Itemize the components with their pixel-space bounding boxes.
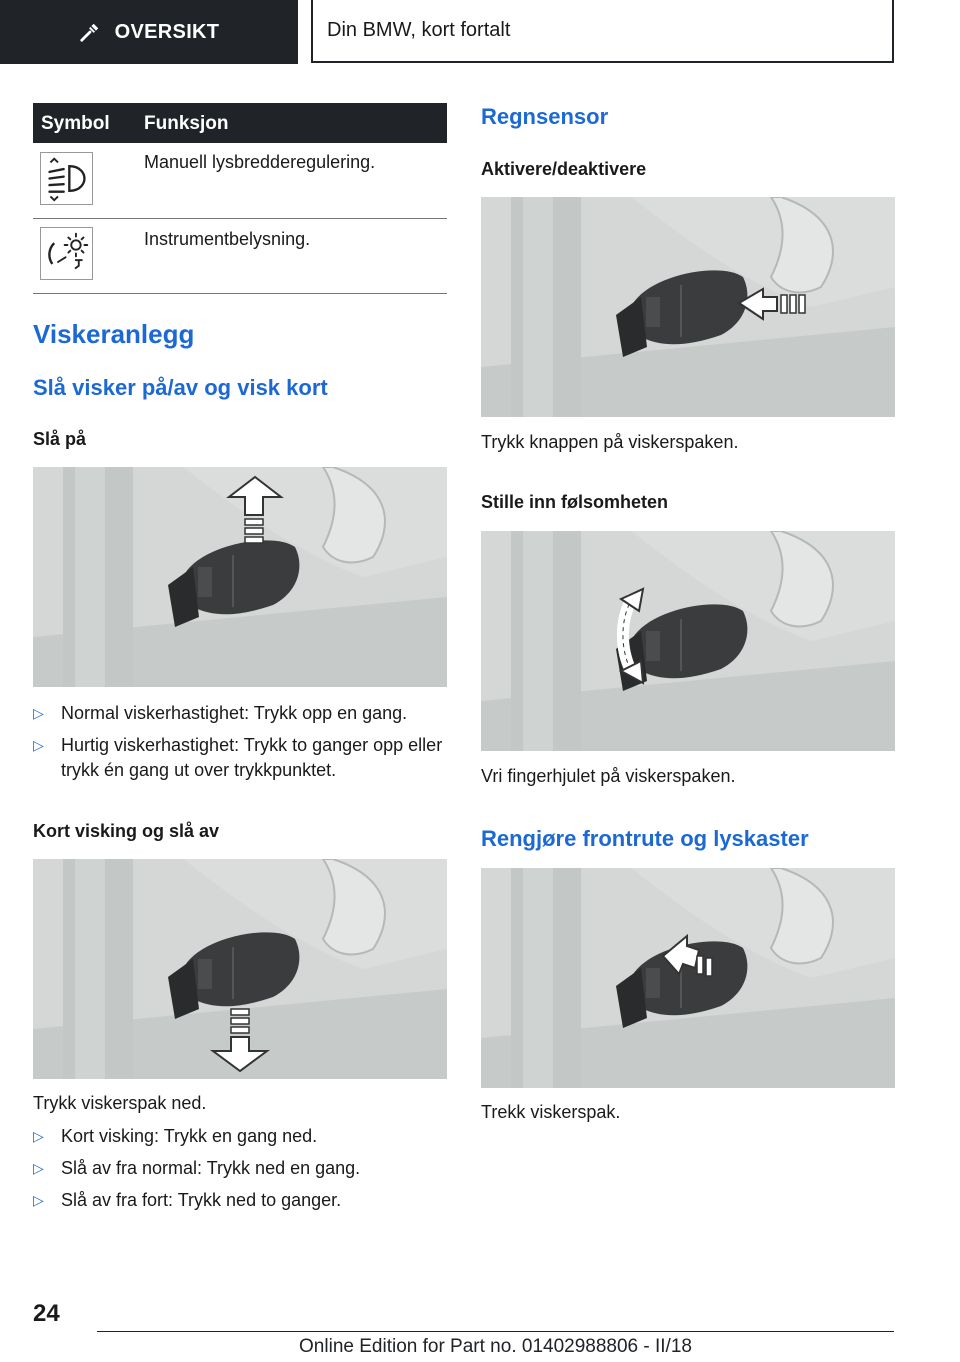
section-title-wipers: Viskeranlegg xyxy=(33,319,195,349)
table-row xyxy=(33,143,447,219)
wiper-lever-up-illustration xyxy=(33,467,447,687)
headlight-range-icon xyxy=(40,152,93,205)
function-text: Instrumentbelysning. xyxy=(144,229,311,249)
heading-short-wipe: Kort visking og slå av xyxy=(33,821,220,841)
breadcrumb xyxy=(311,0,894,63)
list-item-text: Slå av fra normal: Trykk ned en gang. xyxy=(61,1158,361,1178)
rain-sensor-wheel-illustration xyxy=(481,531,895,751)
list-item-text: Normal viskerhastighet: Trykk opp en gang. xyxy=(61,703,408,723)
function-text: Manuell lysbredderegulering. xyxy=(144,152,376,172)
symbol-table-header xyxy=(33,103,447,143)
bullet-triangle-icon: ▷ xyxy=(33,737,44,753)
table-row xyxy=(33,219,447,294)
heading-switch-on: Slå på xyxy=(33,429,87,449)
short-wipe-intro: Trykk viskerspak ned. xyxy=(33,1093,207,1113)
wrench-icon xyxy=(79,21,101,43)
section-title-rain-sensor: Regnsensor xyxy=(481,104,609,129)
footer-edition: Online Edition for Part no. 01402988806 - II/18 xyxy=(299,1336,692,1357)
section-label: OVERSIKT xyxy=(114,20,220,43)
subsection-title-wiper-on-off: Slå visker på/av og visk kort xyxy=(33,375,328,400)
breadcrumb-text: Din BMW, kort fortalt xyxy=(327,19,511,41)
page-number: 24 xyxy=(33,1300,60,1327)
bullet-triangle-icon: ▷ xyxy=(33,1128,44,1144)
section-tab[interactable] xyxy=(0,0,298,64)
list-item xyxy=(33,1156,447,1181)
instrument-lighting-icon xyxy=(40,227,93,280)
list-item xyxy=(33,1124,447,1149)
list-item-text: Hurtig viskerhastighet: Trykk to ganger opp eller trykk én gang ut over trykkpunktet. xyxy=(61,735,443,780)
bullet-list-switch-on xyxy=(33,701,447,783)
bullet-triangle-icon: ▷ xyxy=(33,1192,44,1208)
bullet-triangle-icon: ▷ xyxy=(33,705,44,721)
wiper-lever-down-illustration xyxy=(33,859,447,1079)
sensitivity-caption: Vri fingerhjulet på viskerspaken. xyxy=(481,766,736,786)
list-item xyxy=(33,1188,447,1213)
column-header-symbol: Symbol xyxy=(41,113,110,134)
cleaning-caption: Trekk viskerspak. xyxy=(481,1102,621,1122)
list-item-text: Slå av fra fort: Trykk ned to ganger. xyxy=(61,1190,342,1210)
list-item xyxy=(33,701,447,726)
column-header-function: Funksjon xyxy=(144,113,229,134)
section-title-cleaning: Rengjøre frontrute og lyskaster xyxy=(481,826,809,851)
activate-caption: Trykk knappen på viskerspaken. xyxy=(481,432,739,452)
heading-activate: Aktivere/deaktivere xyxy=(481,159,647,179)
list-item xyxy=(33,733,447,783)
bullet-triangle-icon: ▷ xyxy=(33,1160,44,1176)
footer-divider xyxy=(97,1331,894,1332)
rain-sensor-button-illustration xyxy=(481,197,895,417)
list-item-text: Kort visking: Trykk en gang ned. xyxy=(61,1126,318,1146)
heading-sensitivity: Stille inn følsomheten xyxy=(481,492,669,512)
wiper-pull-illustration xyxy=(481,868,895,1088)
bullet-list-short-wipe xyxy=(33,1124,447,1213)
